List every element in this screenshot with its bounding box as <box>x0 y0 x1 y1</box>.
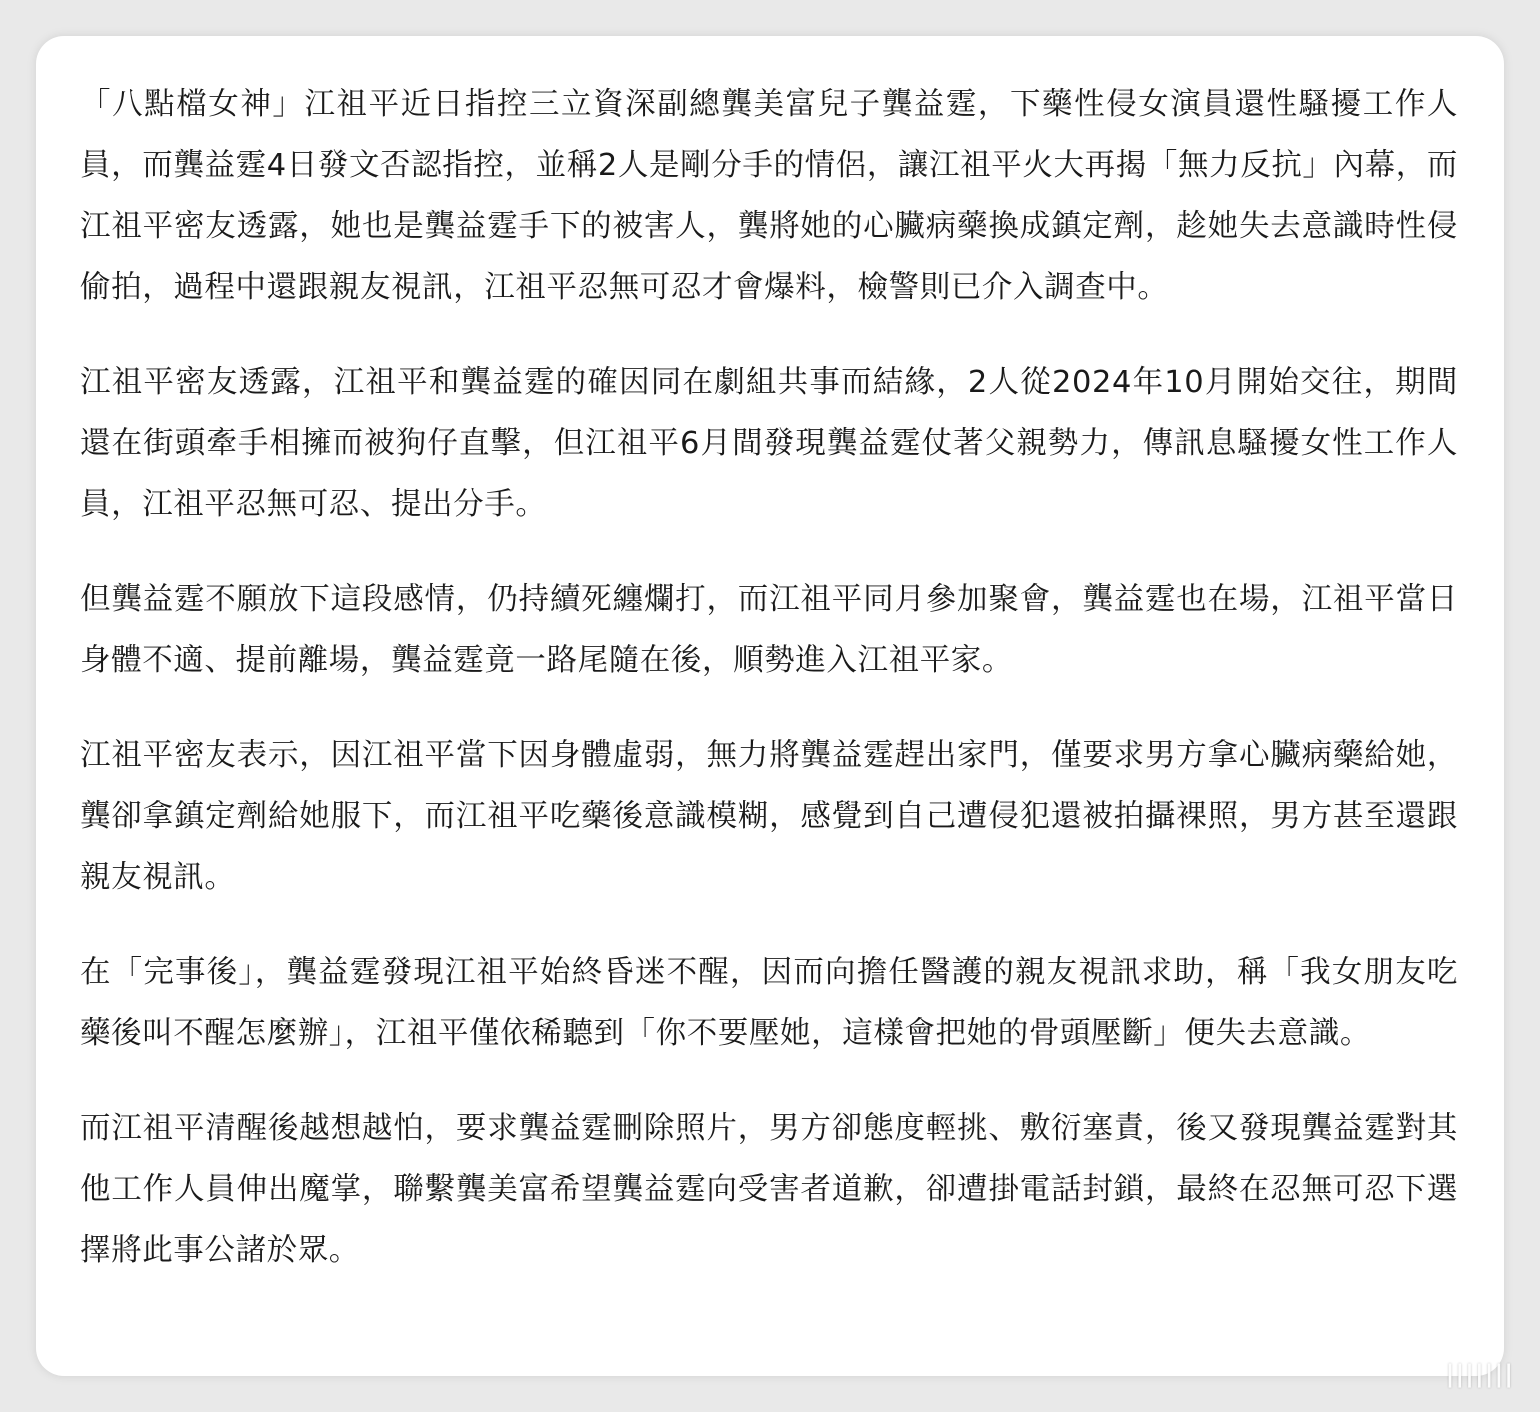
article-paragraph-1: 「八點檔女神」江祖平近日指控三立資深副總龔美富兒子龔益霆，下藥性侵女演員還性騷擾工作人員，而龔益霆4日發文否認指控，並稱2人是剛分手的情侶，讓江祖平火大再揭「無力反抗」內幕，而江祖平密友透露，她也是龔益霆手下的被害人，龔將她的心臟病藥換成鎮定劑，趁她失去意識時性侵偷拍，過程中還跟親友視訊，江祖平忍無可忍才會爆料，檢警則已介入調查中。 <box>80 87 1458 305</box>
article-paragraph-3: 但龔益霆不願放下這段感情，仍持續死纏爛打，而江祖平同月參加聚會，龔益霆也在場，江祖平當日身體不適、提前離場，龔益霆竟一路尾隨在後，順勢進入江祖平家。 <box>80 582 1458 678</box>
watermark-text: ||||||| <box>1445 1360 1514 1388</box>
article-paragraph-5: 在「完事後」，龔益霆發現江祖平始終昏迷不醒，因而向擔任醫護的親友視訊求助，稱「我女朋友吃藥後叫不醒怎麼辦」，江祖平僅依稀聽到「你不要壓她，這樣會把她的骨頭壓斷」便失去意識。 <box>80 955 1458 1051</box>
watermark <box>1446 1360 1514 1388</box>
article-paragraph-6: 而江祖平清醒後越想越怕，要求龔益霆刪除照片，男方卻態度輕挑、敷衍塞責，後又發現龔益霆對其他工作人員伸出魔掌，聯繫龔美富希望龔益霆向受害者道歉，卻遭掛電話封鎖，最終在忍無可忍下選擇將此事公諸於眾。 <box>80 1111 1458 1268</box>
article-card <box>36 36 1504 1376</box>
article-paragraph-2: 江祖平密友透露，江祖平和龔益霆的確因同在劇組共事而結緣，2人從2024年10月開始交往，期間還在街頭牽手相擁而被狗仔直擊，但江祖平6月間發現龔益霆仗著父親勢力，傳訊息騷擾女性工作人員，江祖平忍無可忍、提出分手。 <box>80 365 1458 522</box>
article-paragraph-4: 江祖平密友表示，因江祖平當下因身體虛弱，無力將龔益霆趕出家門，僅要求男方拿心臟病藥給她，龔卻拿鎮定劑給她服下，而江祖平吃藥後意識模糊，感覺到自己遭侵犯還被拍攝裸照，男方甚至還跟親友視訊。 <box>80 738 1458 895</box>
